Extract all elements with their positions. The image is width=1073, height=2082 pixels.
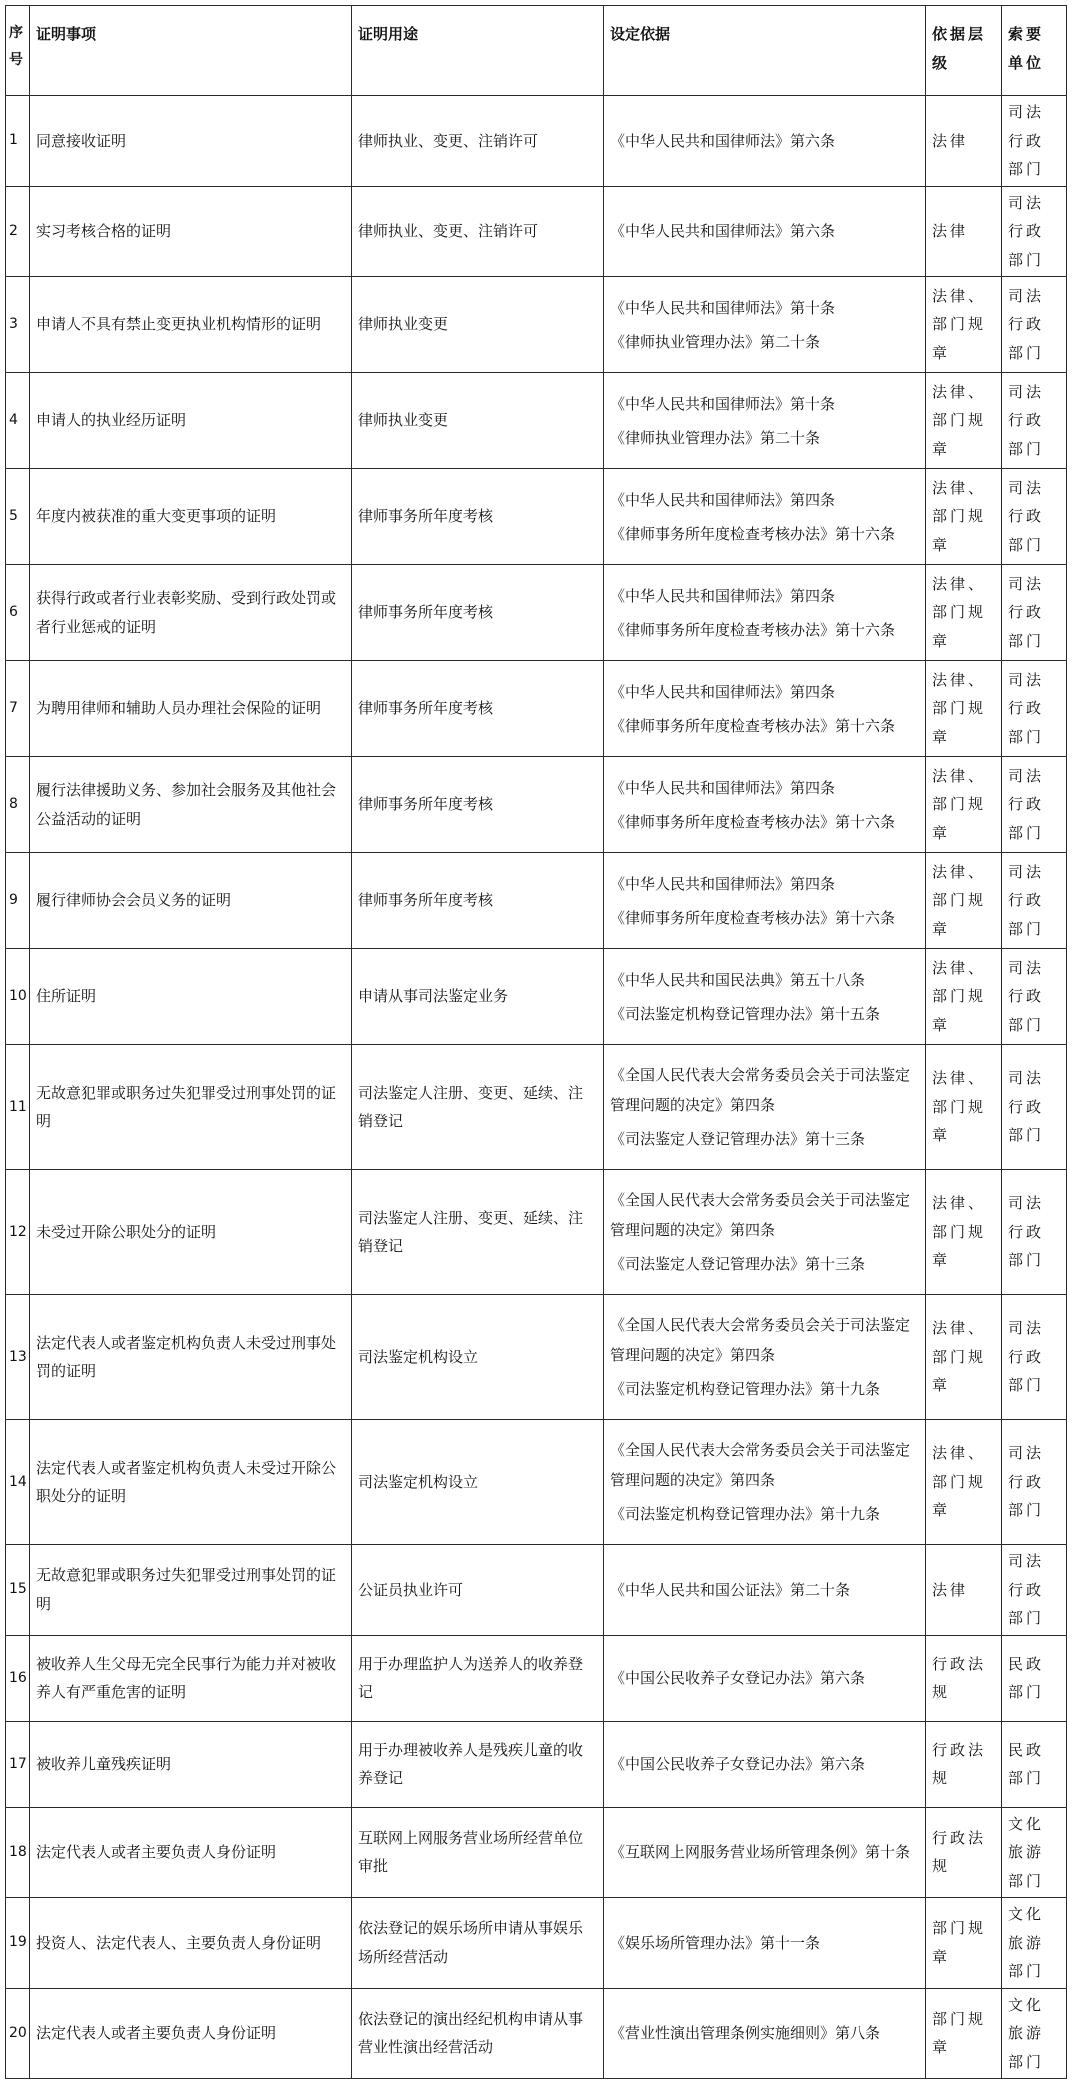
row-number: 18 — [6, 1807, 30, 1898]
row-level: 法律、部门规章 — [926, 1420, 1002, 1545]
row-unit: 司法行政部门 — [1002, 186, 1067, 277]
row-unit: 司法行政部门 — [1002, 757, 1067, 853]
basis-line: 《中国公民收养子女登记办法》第六条 — [610, 1669, 866, 1687]
row-basis — [604, 757, 926, 853]
table-row — [6, 1898, 1067, 1989]
header-basis: 设定依据 — [604, 6, 926, 96]
row-level: 法律、部门规章 — [926, 757, 1002, 853]
basis-line: 《中华人民共和国公证法》第二十条 — [610, 1580, 851, 1599]
row-number: 13 — [6, 1295, 30, 1420]
row-purpose: 律师执业、变更、注销许可 — [352, 96, 604, 187]
row-number: 12 — [6, 1170, 30, 1295]
basis-line: 《律师事务所年度检查考核办法》第十六条 — [610, 620, 896, 639]
row-basis — [604, 1988, 926, 2079]
row-number: 11 — [6, 1045, 30, 1170]
row-purpose: 律师事务所年度考核 — [352, 565, 604, 661]
table-header-row — [6, 6, 1067, 96]
table-row — [6, 1295, 1067, 1420]
row-number: 3 — [6, 277, 30, 373]
basis-line: 《全国人民代表大会常务委员会关于司法鉴定管理问题的决定》第四条 — [610, 1191, 911, 1239]
basis-line: 《司法鉴定人登记管理办法》第十三条 — [610, 1255, 866, 1273]
row-unit: 司法行政部门 — [1002, 1170, 1067, 1295]
row-item: 法定代表人或者主要负责人身份证明 — [30, 1988, 352, 2079]
row-purpose: 用于办理被收养人是残疾儿童的收养登记 — [352, 1721, 604, 1807]
table-row — [6, 1420, 1067, 1545]
row-level: 法律、部门规章 — [926, 469, 1002, 565]
row-number: 19 — [6, 1898, 30, 1989]
row-purpose: 律师执业、变更、注销许可 — [352, 186, 604, 277]
basis-line: 《全国人民代表大会常务委员会关于司法鉴定管理问题的决定》第四条 — [610, 1066, 911, 1114]
row-number: 2 — [6, 186, 30, 277]
table-row — [6, 1635, 1067, 1721]
row-number: 1 — [6, 96, 30, 187]
row-level: 法律、部门规章 — [926, 853, 1002, 949]
table-row — [6, 565, 1067, 661]
row-number: 6 — [6, 565, 30, 661]
table-row — [6, 186, 1067, 277]
row-level: 行政法规 — [926, 1807, 1002, 1898]
row-unit: 文化旅游部门 — [1002, 1898, 1067, 1989]
row-item: 实习考核合格的证明 — [30, 186, 352, 277]
row-unit: 司法行政部门 — [1002, 373, 1067, 469]
table-row — [6, 1045, 1067, 1170]
row-basis — [604, 186, 926, 277]
row-item: 投资人、法定代表人、主要负责人身份证明 — [30, 1898, 352, 1989]
header-purpose: 证明用途 — [352, 6, 604, 96]
row-item: 无故意犯罪或职务过失犯罪受过刑事处罚的证明 — [30, 1045, 352, 1170]
row-basis — [604, 1721, 926, 1807]
basis-line: 《中华人民共和国律师法》第四条 — [610, 778, 836, 797]
row-item: 未受过开除公职处分的证明 — [30, 1170, 352, 1295]
row-purpose: 公证员执业许可 — [352, 1545, 604, 1636]
table-row — [6, 757, 1067, 853]
row-item: 法定代表人或者鉴定机构负责人未受过刑事处罚的证明 — [30, 1295, 352, 1420]
row-item: 履行律师协会会员义务的证明 — [30, 853, 352, 949]
row-basis — [604, 1545, 926, 1636]
table-row — [6, 661, 1067, 757]
row-level: 行政法规 — [926, 1721, 1002, 1807]
row-number: 4 — [6, 373, 30, 469]
row-unit: 司法行政部门 — [1002, 277, 1067, 373]
row-basis — [604, 949, 926, 1045]
row-number: 15 — [6, 1545, 30, 1636]
row-basis — [604, 469, 926, 565]
basis-line: 《全国人民代表大会常务委员会关于司法鉴定管理问题的决定》第四条 — [610, 1441, 911, 1489]
row-item: 获得行政或者行业表彰奖励、受到行政处罚或者行业惩戒的证明 — [30, 565, 352, 661]
row-basis — [604, 1898, 926, 1989]
row-purpose: 律师事务所年度考核 — [352, 757, 604, 853]
row-purpose: 司法鉴定人注册、变更、延续、注销登记 — [352, 1170, 604, 1295]
row-level: 法律、部门规章 — [926, 277, 1002, 373]
row-purpose: 律师执业变更 — [352, 373, 604, 469]
row-unit: 文化旅游部门 — [1002, 1807, 1067, 1898]
row-item: 同意接收证明 — [30, 96, 352, 187]
basis-line: 《司法鉴定机构登记管理办法》第十九条 — [610, 1380, 881, 1398]
row-basis — [604, 96, 926, 187]
row-unit: 司法行政部门 — [1002, 1045, 1067, 1170]
row-item: 履行法律援助义务、参加社会服务及其他社会公益活动的证明 — [30, 757, 352, 853]
row-unit: 司法行政部门 — [1002, 949, 1067, 1045]
basis-line: 《全国人民代表大会常务委员会关于司法鉴定管理问题的决定》第四条 — [610, 1316, 911, 1364]
row-level: 法律、部门规章 — [926, 1295, 1002, 1420]
row-item: 法定代表人或者主要负责人身份证明 — [30, 1807, 352, 1898]
table-row — [6, 1807, 1067, 1898]
table-row — [6, 1545, 1067, 1636]
row-unit: 司法行政部门 — [1002, 469, 1067, 565]
row-basis — [604, 1295, 926, 1420]
row-unit: 司法行政部门 — [1002, 1295, 1067, 1420]
row-item: 为聘用律师和辅助人员办理社会保险的证明 — [30, 661, 352, 757]
row-purpose: 司法鉴定人注册、变更、延续、注销登记 — [352, 1045, 604, 1170]
basis-line: 《律师事务所年度检查考核办法》第十六条 — [610, 524, 896, 543]
row-item: 年度内被获准的重大变更事项的证明 — [30, 469, 352, 565]
row-purpose: 司法鉴定机构设立 — [352, 1420, 604, 1545]
header-unit: 索要单位 — [1002, 6, 1067, 96]
row-purpose: 律师事务所年度考核 — [352, 853, 604, 949]
table-row — [6, 373, 1067, 469]
row-item: 法定代表人或者鉴定机构负责人未受过开除公职处分的证明 — [30, 1420, 352, 1545]
table-row — [6, 1988, 1067, 2079]
row-number: 8 — [6, 757, 30, 853]
row-basis — [604, 1807, 926, 1898]
basis-line: 《互联网上网服务营业场所管理条例》第十条 — [610, 1843, 911, 1862]
table-row — [6, 277, 1067, 373]
basis-line: 《律师事务所年度检查考核办法》第十六条 — [610, 716, 896, 735]
row-basis — [604, 373, 926, 469]
row-unit: 司法行政部门 — [1002, 565, 1067, 661]
row-number: 16 — [6, 1635, 30, 1721]
basis-line: 《律师事务所年度检查考核办法》第十六条 — [610, 812, 896, 831]
row-level: 法律、部门规章 — [926, 373, 1002, 469]
row-unit: 司法行政部门 — [1002, 1420, 1067, 1545]
row-purpose: 依法登记的娱乐场所申请从事娱乐场所经营活动 — [352, 1898, 604, 1989]
table-row — [6, 1170, 1067, 1295]
table-row — [6, 469, 1067, 565]
row-purpose: 用于办理监护人为送养人的收养登记 — [352, 1635, 604, 1721]
row-number: 5 — [6, 469, 30, 565]
row-purpose: 申请从事司法鉴定业务 — [352, 949, 604, 1045]
basis-line: 《中国公民收养子女登记办法》第六条 — [610, 1755, 866, 1773]
row-level: 法律、部门规章 — [926, 1045, 1002, 1170]
row-item: 被收养人生父母无完全民事行为能力并对被收养人有严重危害的证明 — [30, 1635, 352, 1721]
table-body — [6, 96, 1067, 2079]
row-basis — [604, 1420, 926, 1545]
basis-line: 《中华人民共和国律师法》第六条 — [610, 131, 836, 150]
row-level: 法律、部门规章 — [926, 949, 1002, 1045]
row-level: 法律、部门规章 — [926, 1170, 1002, 1295]
table-row — [6, 1721, 1067, 1807]
header-no: 序号 — [6, 6, 30, 96]
row-unit: 司法行政部门 — [1002, 661, 1067, 757]
row-unit: 司法行政部门 — [1002, 96, 1067, 187]
basis-line: 《中华人民共和国律师法》第十条 — [610, 394, 836, 413]
row-number: 9 — [6, 853, 30, 949]
row-purpose: 司法鉴定机构设立 — [352, 1295, 604, 1420]
row-basis — [604, 853, 926, 949]
row-level: 法律 — [926, 186, 1002, 277]
basis-line: 《律师执业管理办法》第二十条 — [610, 332, 821, 351]
basis-line: 《中华人民共和国律师法》第四条 — [610, 874, 836, 893]
row-purpose: 律师执业变更 — [352, 277, 604, 373]
basis-line: 《娱乐场所管理办法》第十一条 — [610, 1933, 821, 1952]
row-item: 住所证明 — [30, 949, 352, 1045]
basis-line: 《司法鉴定机构登记管理办法》第十九条 — [610, 1505, 881, 1523]
table-row — [6, 853, 1067, 949]
row-basis — [604, 661, 926, 757]
row-item: 申请人的执业经历证明 — [30, 373, 352, 469]
certification-items-table — [5, 5, 1067, 2079]
row-number: 14 — [6, 1420, 30, 1545]
row-unit: 司法行政部门 — [1002, 1545, 1067, 1636]
row-level: 部门规章 — [926, 1988, 1002, 2079]
basis-line: 《中华人民共和国民法典》第五十八条 — [610, 970, 866, 989]
row-level: 法律 — [926, 1545, 1002, 1636]
row-number: 7 — [6, 661, 30, 757]
row-unit: 文化旅游部门 — [1002, 1988, 1067, 2079]
row-number: 10 — [6, 949, 30, 1045]
basis-line: 《中华人民共和国律师法》第四条 — [610, 586, 836, 605]
row-level: 法律、部门规章 — [926, 565, 1002, 661]
row-number: 20 — [6, 1988, 30, 2079]
row-basis — [604, 565, 926, 661]
row-unit: 司法行政部门 — [1002, 853, 1067, 949]
table-row — [6, 96, 1067, 187]
row-unit: 民政部门 — [1002, 1721, 1067, 1807]
row-level: 法律、部门规章 — [926, 661, 1002, 757]
basis-line: 《营业性演出管理条例实施细则》第八条 — [610, 2024, 881, 2043]
basis-line: 《司法鉴定人登记管理办法》第十三条 — [610, 1130, 866, 1148]
header-level: 依据层级 — [926, 6, 1002, 96]
row-level: 行政法规 — [926, 1635, 1002, 1721]
row-purpose: 互联网上网服务营业场所经营单位审批 — [352, 1807, 604, 1898]
row-level: 法律 — [926, 96, 1002, 187]
row-level: 部门规章 — [926, 1898, 1002, 1989]
basis-line: 《律师事务所年度检查考核办法》第十六条 — [610, 908, 896, 927]
basis-line: 《司法鉴定机构登记管理办法》第十五条 — [610, 1004, 881, 1023]
row-unit: 民政部门 — [1002, 1635, 1067, 1721]
row-basis — [604, 1635, 926, 1721]
row-item: 无故意犯罪或职务过失犯罪受过刑事处罚的证明 — [30, 1545, 352, 1636]
basis-line: 《中华人民共和国律师法》第四条 — [610, 490, 836, 509]
basis-line: 《中华人民共和国律师法》第六条 — [610, 222, 836, 241]
table-row — [6, 949, 1067, 1045]
row-item: 被收养儿童残疾证明 — [30, 1721, 352, 1807]
row-purpose: 律师事务所年度考核 — [352, 661, 604, 757]
basis-line: 《律师执业管理办法》第二十条 — [610, 428, 821, 447]
header-item: 证明事项 — [30, 6, 352, 96]
row-purpose: 依法登记的演出经纪机构申请从事营业性演出经营活动 — [352, 1988, 604, 2079]
row-number: 17 — [6, 1721, 30, 1807]
row-basis — [604, 277, 926, 373]
row-basis — [604, 1045, 926, 1170]
row-purpose: 律师事务所年度考核 — [352, 469, 604, 565]
row-basis — [604, 1170, 926, 1295]
basis-line: 《中华人民共和国律师法》第四条 — [610, 682, 836, 701]
basis-line: 《中华人民共和国律师法》第十条 — [610, 298, 836, 317]
row-item: 申请人不具有禁止变更执业机构情形的证明 — [30, 277, 352, 373]
